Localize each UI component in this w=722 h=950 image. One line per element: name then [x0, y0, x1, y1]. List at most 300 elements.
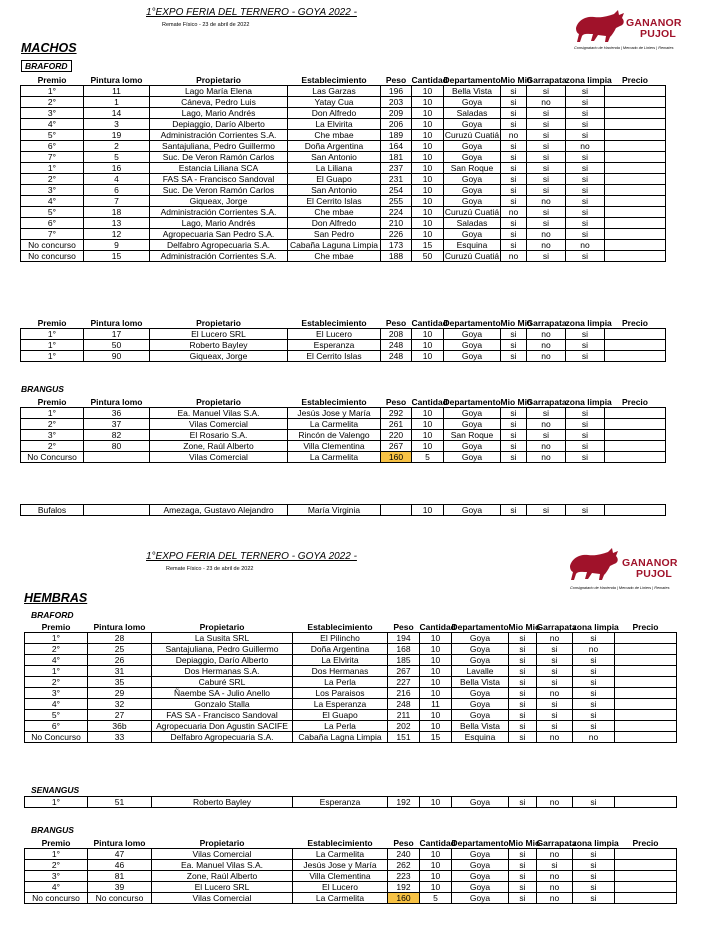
cell-departamento: Saladas	[444, 108, 501, 119]
table-row	[21, 240, 666, 251]
cell-pintura-lomo: 18	[84, 207, 150, 218]
cell-cantidad: 10	[420, 677, 452, 688]
cell-establecimiento: Don Alfredo	[288, 218, 381, 229]
cell-peso: 226	[381, 229, 412, 240]
column-header-pintura-lomo: Pintura lomo	[93, 622, 146, 632]
cell-garrapata: si	[527, 218, 566, 229]
cell-propietario: Roberto Bayley	[152, 797, 293, 808]
cell-propietario: Suc. De Veron Ramón Carlos	[150, 152, 288, 163]
cell-pintura-lomo	[84, 505, 150, 516]
table-row	[21, 452, 666, 463]
cell-pintura-lomo: 47	[88, 849, 152, 860]
cell-premio: No concurso	[21, 240, 84, 251]
bull-icon	[572, 8, 628, 44]
column-header-propietario: Propietario	[196, 318, 241, 328]
cell-establecimiento: Rincón de Valengo	[288, 430, 381, 441]
cell-premio: 1°	[21, 340, 84, 351]
cell-zona-limpia: si	[566, 108, 605, 119]
cell-premio: No concurso	[21, 251, 84, 262]
cell-cantidad: 10	[412, 218, 444, 229]
cell-pintura-lomo: 46	[88, 860, 152, 871]
table-header-row	[21, 397, 666, 408]
cell-cantidad: 10	[412, 185, 444, 196]
cell-zona-limpia: si	[566, 86, 605, 97]
hembras-braford-table	[24, 622, 677, 743]
cell-mio-mio: si	[501, 108, 527, 119]
column-header-establecimiento: Establecimiento	[301, 318, 367, 328]
column-header-premio: Premio	[37, 75, 67, 85]
cell-precio	[615, 688, 677, 699]
cell-propietario: El Lucero SRL	[152, 882, 293, 893]
cell-peso: 220	[381, 430, 412, 441]
cell-establecimiento: El Lucero	[293, 882, 388, 893]
cell-cantidad: 10	[412, 329, 444, 340]
cell-departamento: Goya	[452, 882, 509, 893]
cell-mio-mio: si	[501, 351, 527, 362]
column-header-peso: Peso	[385, 75, 407, 85]
cell-precio	[605, 185, 666, 196]
cell-pintura-lomo: 12	[84, 229, 150, 240]
cell-precio	[615, 721, 677, 732]
cell-premio: 2°	[21, 97, 84, 108]
column-header-garrapata: Garrapata	[536, 838, 577, 848]
table-row	[25, 849, 677, 860]
cell-establecimiento: El Guapo	[288, 174, 381, 185]
cell-cantidad: 10	[412, 419, 444, 430]
column-header-zona-limpia: zona limpia	[572, 622, 619, 632]
cell-precio	[605, 152, 666, 163]
cell-departamento: Bella Vista	[452, 721, 509, 732]
cell-precio	[615, 871, 677, 882]
cell-zona-limpia: si	[566, 152, 605, 163]
cell-establecimiento: Esperanza	[293, 797, 388, 808]
cell-precio	[615, 655, 677, 666]
cell-propietario: Delfabro Agropecuaria S.A.	[150, 240, 288, 251]
cell-pintura-lomo: 2	[84, 141, 150, 152]
cell-cantidad: 10	[412, 340, 444, 351]
cell-zona-limpia: si	[573, 710, 615, 721]
cell-mio-mio: si	[501, 218, 527, 229]
column-header-peso: Peso	[385, 318, 407, 328]
table-row	[21, 351, 666, 362]
cell-premio: 1°	[25, 666, 88, 677]
cell-cantidad: 10	[412, 86, 444, 97]
cell-departamento: Goya	[452, 699, 509, 710]
cell-precio	[605, 218, 666, 229]
hembras-brangus-table	[24, 838, 677, 904]
cell-pintura-lomo: 19	[84, 130, 150, 141]
cell-propietario: Administración Corrientes S.A.	[150, 130, 288, 141]
cell-cantidad: 10	[412, 351, 444, 362]
cell-precio	[605, 505, 666, 516]
cell-propietario: Suc. De Veron Ramón Carlos	[150, 185, 288, 196]
table-row	[21, 207, 666, 218]
column-header-premio: Premio	[37, 397, 67, 407]
machos-brangus-label: BRANGUS	[21, 384, 64, 394]
cell-precio	[605, 441, 666, 452]
cell-peso: 196	[381, 86, 412, 97]
cell-zona-limpia: no	[566, 141, 605, 152]
cell-cantidad: 10	[412, 430, 444, 441]
cell-cantidad: 10	[412, 229, 444, 240]
cell-garrapata: no	[527, 97, 566, 108]
cell-propietario: Vilas Comercial	[152, 849, 293, 860]
cell-zona-limpia: si	[573, 677, 615, 688]
cell-pintura-lomo: 16	[84, 163, 150, 174]
cell-premio: No concurso	[25, 893, 88, 904]
cell-precio	[605, 229, 666, 240]
column-header-mio-mio: Mio Mio	[508, 622, 541, 632]
cell-peso: 267	[388, 666, 420, 677]
cell-mio-mio: si	[501, 119, 527, 130]
cell-garrapata: si	[537, 677, 573, 688]
cell-pintura-lomo: 82	[84, 430, 150, 441]
cell-departamento: Goya	[444, 174, 501, 185]
cell-establecimiento: San Antonio	[288, 185, 381, 196]
cell-cantidad: 10	[412, 119, 444, 130]
cell-garrapata: si	[527, 86, 566, 97]
cell-zona-limpia: si	[566, 174, 605, 185]
column-header-establecimiento: Establecimiento	[301, 397, 367, 407]
cell-zona-limpia: si	[573, 721, 615, 732]
cell-propietario: Delfabro Agropecuaria S.A.	[152, 732, 293, 743]
column-header-precio: Precio	[622, 397, 648, 407]
cell-establecimiento: Villa Clementina	[288, 441, 381, 452]
column-header-pintura-lomo: Pintura lomo	[90, 318, 143, 328]
cell-zona-limpia: si	[573, 688, 615, 699]
cell-establecimiento: Cabaña Laguna Limpia	[288, 240, 381, 251]
cell-premio: 4°	[21, 196, 84, 207]
cell-zona-limpia: si	[566, 130, 605, 141]
cell-peso: 262	[388, 860, 420, 871]
table-row	[21, 141, 666, 152]
logo-name-2: PUJOL	[640, 28, 677, 40]
cell-peso: 261	[381, 419, 412, 430]
cell-precio	[605, 108, 666, 119]
cell-cantidad: 10	[412, 97, 444, 108]
cell-propietario: Ñaembe SA - Julio Anello	[152, 688, 293, 699]
cell-establecimiento: Jesús Jose y María	[288, 408, 381, 419]
cell-mio-mio: si	[501, 86, 527, 97]
column-header-garrapata: Garrapata	[526, 318, 567, 328]
table-row	[21, 119, 666, 130]
cell-peso: 192	[388, 797, 420, 808]
cell-mio-mio: si	[501, 452, 527, 463]
cell-cantidad: 10	[412, 130, 444, 141]
cell-peso: 224	[381, 207, 412, 218]
cell-establecimiento: Villa Clementina	[293, 871, 388, 882]
cell-propietario: Gonzalo Stalla	[152, 699, 293, 710]
column-header-garrapata: Garrapata	[526, 75, 567, 85]
cell-peso: 160	[388, 893, 420, 904]
cell-premio: 1°	[21, 408, 84, 419]
cell-premio: 1°	[21, 163, 84, 174]
cell-peso: 168	[388, 644, 420, 655]
table-row	[21, 130, 666, 141]
cell-departamento: Lavalle	[452, 666, 509, 677]
cell-premio: 1°	[21, 329, 84, 340]
column-header-premio: Premio	[37, 318, 67, 328]
cell-pintura-lomo: 35	[88, 677, 152, 688]
cell-precio	[605, 430, 666, 441]
cell-garrapata: si	[537, 721, 573, 732]
cell-garrapata: si	[527, 185, 566, 196]
cell-mio-mio: si	[509, 633, 537, 644]
bufalos-table	[20, 504, 666, 516]
machos-heading: MACHOS	[21, 41, 77, 55]
cell-cantidad: 10	[420, 666, 452, 677]
table-row	[21, 340, 666, 351]
cell-premio: Bufalos	[21, 505, 84, 516]
cell-propietario: Roberto Bayley	[150, 340, 288, 351]
cell-precio	[605, 97, 666, 108]
cell-mio-mio: si	[509, 699, 537, 710]
cell-establecimiento: Esperanza	[288, 340, 381, 351]
column-header-cantidad: Cantidad	[411, 75, 448, 85]
table-row	[21, 218, 666, 229]
column-header-peso: Peso	[393, 838, 414, 848]
cell-departamento: Goya	[452, 871, 509, 882]
cell-establecimiento: El Pilincho	[293, 633, 388, 644]
cell-departamento: Goya	[444, 152, 501, 163]
cell-mio-mio: si	[501, 329, 527, 340]
cell-departamento: San Roque	[444, 430, 501, 441]
cell-premio: 3°	[21, 185, 84, 196]
cell-peso: 292	[381, 408, 412, 419]
cell-mio-mio: si	[509, 871, 537, 882]
cell-cantidad: 10	[420, 797, 452, 808]
cell-departamento: Goya	[444, 419, 501, 430]
cell-departamento: Curuzú Cuatiá	[444, 251, 500, 261]
cell-peso: 206	[381, 119, 412, 130]
column-header-departamento: Departamento	[451, 622, 509, 632]
cell-departamento: Goya	[444, 97, 501, 108]
cell-premio: 1°	[25, 633, 88, 644]
cell-departamento: Goya	[452, 849, 509, 860]
doc-subtitle-2: Remate Físico - 23 de abril de 2022	[166, 566, 254, 572]
column-header-garrapata: Garrapata	[526, 397, 567, 407]
cell-zona-limpia: no	[573, 732, 615, 743]
cell-pintura-lomo: 17	[84, 329, 150, 340]
cell-peso: 210	[381, 218, 412, 229]
cell-departamento: Goya	[444, 408, 501, 419]
hembras-senangus-label: SENANGUS	[31, 785, 80, 795]
cell-cantidad: 10	[420, 633, 452, 644]
cell-garrapata: no	[537, 849, 573, 860]
table-row	[25, 710, 677, 721]
cell-garrapata: si	[537, 860, 573, 871]
cell-pintura-lomo: 28	[88, 633, 152, 644]
cell-pintura-lomo: 15	[84, 251, 150, 262]
logo-name-1: GANANOR	[626, 17, 682, 29]
cell-garrapata: si	[527, 163, 566, 174]
cell-pintura-lomo: 13	[84, 218, 150, 229]
cell-zona-limpia: si	[566, 119, 605, 130]
column-header-establecimiento: Establecimiento	[307, 838, 373, 848]
column-header-establecimiento: Establecimiento	[307, 622, 373, 632]
cell-garrapata: si	[537, 655, 573, 666]
cell-establecimiento: Doña Argentina	[293, 644, 388, 655]
cell-precio	[605, 207, 666, 218]
cell-mio-mio: si	[509, 666, 537, 677]
cell-premio: No Concurso	[25, 732, 88, 743]
cell-mio-mio: si	[509, 849, 537, 860]
table-row	[21, 229, 666, 240]
cell-mio-mio: si	[501, 240, 527, 251]
cell-premio: 3°	[21, 108, 84, 119]
cell-garrapata: no	[527, 419, 566, 430]
cell-peso: 181	[381, 152, 412, 163]
cell-establecimiento: Los Paraisos	[293, 688, 388, 699]
cell-zona-limpia: si	[566, 251, 605, 262]
cell-pintura-lomo: 11	[84, 86, 150, 97]
cell-departamento: Goya	[444, 329, 501, 340]
column-header-mio-mio: Mio Mio	[500, 318, 533, 328]
cell-premio: 5°	[21, 130, 84, 141]
cell-premio: 1°	[25, 797, 88, 808]
cell-premio: 2°	[21, 419, 84, 430]
cell-premio: 7°	[21, 229, 84, 240]
table-header-row	[25, 838, 677, 849]
cell-premio: 6°	[25, 721, 88, 732]
cell-propietario: La Susita SRL	[152, 633, 293, 644]
cell-mio-mio: si	[501, 196, 527, 207]
table-row	[25, 871, 677, 882]
table-row	[25, 688, 677, 699]
cell-cantidad: 10	[420, 721, 452, 732]
cell-garrapata: si	[527, 174, 566, 185]
cell-garrapata: no	[527, 340, 566, 351]
cell-precio	[615, 732, 677, 743]
cell-propietario: FAS SA - Francisco Sandoval	[152, 710, 293, 721]
column-header-cantidad: Cantidad	[419, 838, 456, 848]
cell-propietario: Cáneva, Pedro Luis	[150, 97, 288, 108]
cell-mio-mio: si	[501, 441, 527, 452]
table-row	[25, 666, 677, 677]
cell-garrapata: si	[527, 207, 566, 218]
cell-zona-limpia: si	[573, 882, 615, 893]
cell-garrapata: si	[527, 430, 566, 441]
table-row	[21, 419, 666, 430]
column-header-zona-limpia: zona limpia	[565, 397, 612, 407]
cell-peso: 192	[388, 882, 420, 893]
cell-peso: 208	[381, 329, 412, 340]
cell-departamento: Goya	[444, 441, 501, 452]
column-header-zona-limpia: zona limpia	[565, 318, 612, 328]
cell-pintura-lomo: 4	[84, 174, 150, 185]
cell-mio-mio: si	[501, 152, 527, 163]
cell-cantidad: 10	[412, 141, 444, 152]
cell-zona-limpia: si	[566, 218, 605, 229]
cell-cantidad: 10	[412, 152, 444, 163]
cell-cantidad: 10	[412, 505, 444, 516]
cell-cantidad: 5	[412, 452, 444, 463]
cell-precio	[615, 666, 677, 677]
cell-propietario: Depiaggio, Darío Alberto	[152, 655, 293, 666]
cell-garrapata: si	[527, 251, 566, 262]
table-row	[25, 732, 677, 743]
cell-propietario: Vilas Comercial	[152, 893, 293, 904]
doc-subtitle: Remate Físico - 23 de abril de 2022	[162, 22, 250, 28]
cell-peso: 202	[388, 721, 420, 732]
cell-precio	[605, 130, 666, 141]
cell-garrapata: si	[537, 699, 573, 710]
column-header-pintura-lomo: Pintura lomo	[93, 838, 146, 848]
table-row	[25, 797, 677, 808]
cell-zona-limpia: si	[566, 408, 605, 419]
cell-establecimiento: Che mbae	[288, 251, 381, 262]
cell-departamento: Goya	[452, 655, 509, 666]
cell-establecimiento: Doña Argentina	[288, 141, 381, 152]
cell-peso: 254	[381, 185, 412, 196]
hembras-braford-label: BRAFORD	[31, 610, 74, 620]
cell-garrapata: no	[537, 893, 573, 904]
column-header-departamento: Departamento	[443, 75, 501, 85]
cell-propietario: Giqueax, Jorge	[150, 196, 288, 207]
cell-mio-mio: si	[501, 141, 527, 152]
cell-establecimiento: Jesús Jose y María	[293, 860, 388, 871]
logo-name-2: PUJOL	[636, 568, 673, 580]
cell-pintura-lomo: 5	[84, 152, 150, 163]
cell-departamento: Goya	[444, 185, 501, 196]
cell-departamento: Goya	[444, 452, 501, 463]
hembras-senangus-table	[24, 796, 677, 808]
cell-departamento: Goya	[444, 119, 501, 130]
table-row	[21, 108, 666, 119]
cell-departamento: Esquina	[452, 732, 509, 743]
cell-premio: No Concurso	[21, 452, 84, 463]
cell-pintura-lomo: 32	[88, 699, 152, 710]
cell-peso: 209	[381, 108, 412, 119]
cell-garrapata: no	[537, 633, 573, 644]
cell-propietario: Zone, Raúl Alberto	[150, 441, 288, 452]
cell-premio: 1°	[21, 86, 84, 97]
logo-tagline: Consignatario de Hacienda | Mercado de Liniers | Remates	[570, 586, 670, 590]
cell-garrapata: si	[527, 108, 566, 119]
cell-peso: 211	[388, 710, 420, 721]
cell-propietario: Lago María Elena	[150, 86, 288, 97]
cell-precio	[605, 141, 666, 152]
cell-peso: 189	[381, 130, 412, 141]
cell-garrapata: no	[527, 229, 566, 240]
cell-pintura-lomo: 37	[84, 419, 150, 430]
doc-title: 1°EXPO FERIA DEL TERNERO - GOYA 2022 -	[146, 7, 357, 18]
cell-pintura-lomo: 29	[88, 688, 152, 699]
cell-mio-mio: si	[509, 655, 537, 666]
cell-establecimiento: Don Alfredo	[288, 108, 381, 119]
table-row	[25, 677, 677, 688]
cell-pintura-lomo: 7	[84, 196, 150, 207]
cell-establecimiento: María Virginia	[288, 505, 381, 516]
cell-propietario: Agropecuaria Don Agustin SACIFE	[152, 721, 293, 732]
cell-pintura-lomo: 33	[88, 732, 152, 743]
cell-establecimiento: La Elvirita	[288, 119, 381, 130]
cell-cantidad: 10	[420, 655, 452, 666]
cell-premio: 2°	[25, 860, 88, 871]
table-row	[21, 97, 666, 108]
cell-premio: 3°	[25, 688, 88, 699]
cell-cantidad: 10	[420, 882, 452, 893]
cell-departamento: Saladas	[444, 218, 501, 229]
cell-precio	[615, 677, 677, 688]
column-header-pintura-lomo: Pintura lomo	[90, 397, 143, 407]
cell-departamento: Goya	[444, 196, 501, 207]
cell-establecimiento: La Carmelita	[293, 849, 388, 860]
hembras-heading: HEMBRAS	[24, 591, 88, 605]
cell-establecimiento: La Perla	[293, 677, 388, 688]
cell-precio	[615, 893, 677, 904]
cell-cantidad: 10	[412, 408, 444, 419]
